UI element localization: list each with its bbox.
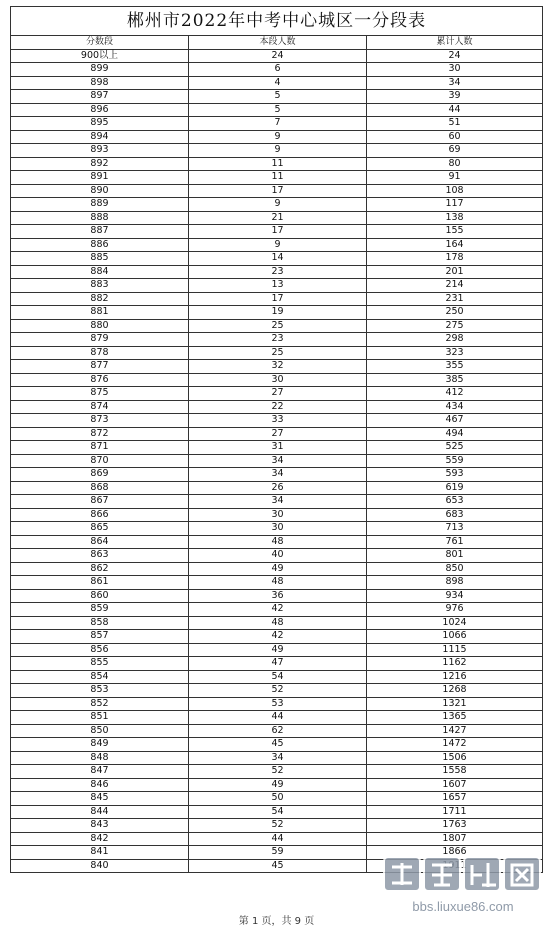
- table-row: [11, 292, 543, 306]
- table-body: [11, 49, 543, 873]
- cumulative-count-cell: 1558: [367, 765, 543, 779]
- table-row: [11, 346, 543, 360]
- table-row: [11, 198, 543, 212]
- cumulative-count-cell: 39: [367, 90, 543, 104]
- segment-count-cell: 23: [189, 333, 367, 347]
- score-range-cell: 887: [11, 225, 189, 239]
- score-range-cell: 897: [11, 90, 189, 104]
- score-range-cell: 864: [11, 535, 189, 549]
- segment-count-cell: 52: [189, 765, 367, 779]
- score-range-cell: 844: [11, 805, 189, 819]
- table-row: [11, 535, 543, 549]
- table-row: [11, 805, 543, 819]
- score-range-cell: 847: [11, 765, 189, 779]
- header-cumulative-count: 累计人数: [367, 36, 543, 50]
- segment-count-cell: 34: [189, 468, 367, 482]
- cumulative-count-cell: 525: [367, 441, 543, 455]
- score-range-cell: 876: [11, 373, 189, 387]
- score-range-cell: 884: [11, 265, 189, 279]
- score-range-cell: 900以上: [11, 49, 189, 63]
- score-range-cell: 874: [11, 400, 189, 414]
- table-row: [11, 130, 543, 144]
- table-row: [11, 792, 543, 806]
- segment-count-cell: 13: [189, 279, 367, 293]
- table-row: [11, 630, 543, 644]
- segment-count-cell: 11: [189, 157, 367, 171]
- cumulative-count-cell: 30: [367, 63, 543, 77]
- table-row: [11, 468, 543, 482]
- segment-count-cell: 30: [189, 373, 367, 387]
- segment-count-cell: 7: [189, 117, 367, 131]
- table-row: [11, 387, 543, 401]
- segment-count-cell: 6: [189, 63, 367, 77]
- cumulative-count-cell: 412: [367, 387, 543, 401]
- table-row: [11, 765, 543, 779]
- cumulative-count-cell: 850: [367, 562, 543, 576]
- table-row: [11, 157, 543, 171]
- score-range-cell: 871: [11, 441, 189, 455]
- cumulative-count-cell: 653: [367, 495, 543, 509]
- cumulative-count-cell: 619: [367, 481, 543, 495]
- cumulative-count-cell: 683: [367, 508, 543, 522]
- score-range-cell: 868: [11, 481, 189, 495]
- segment-count-cell: 26: [189, 481, 367, 495]
- cumulative-count-cell: 1162: [367, 657, 543, 671]
- page-footer: 第 1 页，共 9 页: [238, 916, 315, 927]
- cumulative-count-cell: 593: [367, 468, 543, 482]
- cumulative-count-cell: 1607: [367, 778, 543, 792]
- segment-count-cell: 17: [189, 225, 367, 239]
- score-range-cell: 850: [11, 724, 189, 738]
- table-row: [11, 211, 543, 225]
- header-row: [11, 36, 543, 50]
- score-range-cell: 886: [11, 238, 189, 252]
- table-row: [11, 738, 543, 752]
- table-row: [11, 252, 543, 266]
- segment-count-cell: 11: [189, 171, 367, 185]
- segment-count-cell: 48: [189, 576, 367, 590]
- cumulative-count-cell: 385: [367, 373, 543, 387]
- cumulative-count-cell: 1365: [367, 711, 543, 725]
- segment-count-cell: 40: [189, 549, 367, 563]
- table-row: [11, 832, 543, 846]
- segment-count-cell: 49: [189, 778, 367, 792]
- cumulative-count-cell: 355: [367, 360, 543, 374]
- segment-count-cell: 33: [189, 414, 367, 428]
- segment-count-cell: 49: [189, 643, 367, 657]
- segment-count-cell: 31: [189, 441, 367, 455]
- table-row: [11, 657, 543, 671]
- segment-count-cell: 54: [189, 670, 367, 684]
- score-range-cell: 843: [11, 819, 189, 833]
- score-range-cell: 879: [11, 333, 189, 347]
- table-row: [11, 184, 543, 198]
- score-range-cell: 854: [11, 670, 189, 684]
- score-range-cell: 877: [11, 360, 189, 374]
- score-range-cell: 860: [11, 589, 189, 603]
- cumulative-count-cell: 60: [367, 130, 543, 144]
- segment-count-cell: 44: [189, 711, 367, 725]
- score-range-cell: 845: [11, 792, 189, 806]
- header-segment-count: 本段人数: [189, 36, 367, 50]
- score-range-cell: 893: [11, 144, 189, 158]
- score-range-cell: 892: [11, 157, 189, 171]
- cumulative-count-cell: 1115: [367, 643, 543, 657]
- score-range-cell: 840: [11, 859, 189, 873]
- watermark-url: bbs.liuxue86.com: [412, 899, 514, 914]
- score-range-cell: 889: [11, 198, 189, 212]
- score-range-cell: 885: [11, 252, 189, 266]
- segment-count-cell: 49: [189, 562, 367, 576]
- score-range-cell: 842: [11, 832, 189, 846]
- segment-count-cell: 9: [189, 238, 367, 252]
- segment-count-cell: 42: [189, 630, 367, 644]
- cumulative-count-cell: 155: [367, 225, 543, 239]
- segment-count-cell: 17: [189, 184, 367, 198]
- score-range-cell: 880: [11, 319, 189, 333]
- table-row: [11, 684, 543, 698]
- score-range-cell: 896: [11, 103, 189, 117]
- table-row: [11, 225, 543, 239]
- score-range-cell: 858: [11, 616, 189, 630]
- table-row: [11, 144, 543, 158]
- table-row: [11, 427, 543, 441]
- site-watermark: [378, 853, 548, 917]
- score-range-cell: 888: [11, 211, 189, 225]
- segment-count-cell: 36: [189, 589, 367, 603]
- table-row: [11, 616, 543, 630]
- segment-count-cell: 30: [189, 508, 367, 522]
- table-row: [11, 319, 543, 333]
- table-row: [11, 454, 543, 468]
- score-range-cell: 856: [11, 643, 189, 657]
- segment-count-cell: 5: [189, 90, 367, 104]
- score-range-cell: 870: [11, 454, 189, 468]
- segment-count-cell: 30: [189, 522, 367, 536]
- score-range-cell: 898: [11, 76, 189, 90]
- table-row: [11, 495, 543, 509]
- score-range-cell: 852: [11, 697, 189, 711]
- segment-count-cell: 22: [189, 400, 367, 414]
- score-range-cell: 861: [11, 576, 189, 590]
- table-row: [11, 589, 543, 603]
- segment-count-cell: 62: [189, 724, 367, 738]
- table-row: [11, 333, 543, 347]
- table-row: [11, 562, 543, 576]
- cumulative-count-cell: 1321: [367, 697, 543, 711]
- table-row: [11, 103, 543, 117]
- table-row: [11, 670, 543, 684]
- table-row: [11, 90, 543, 104]
- cumulative-count-cell: 275: [367, 319, 543, 333]
- cumulative-count-cell: 1807: [367, 832, 543, 846]
- segment-count-cell: 27: [189, 427, 367, 441]
- cumulative-count-cell: 231: [367, 292, 543, 306]
- cumulative-count-cell: 1472: [367, 738, 543, 752]
- table-row: [11, 603, 543, 617]
- table-row: [11, 711, 543, 725]
- cumulative-count-cell: 898: [367, 576, 543, 590]
- cumulative-count-cell: 761: [367, 535, 543, 549]
- segment-count-cell: 9: [189, 130, 367, 144]
- score-range-cell: 862: [11, 562, 189, 576]
- cumulative-count-cell: 1506: [367, 751, 543, 765]
- cumulative-count-cell: 494: [367, 427, 543, 441]
- segment-count-cell: 32: [189, 360, 367, 374]
- cumulative-count-cell: 201: [367, 265, 543, 279]
- cumulative-count-cell: 69: [367, 144, 543, 158]
- score-range-cell: 855: [11, 657, 189, 671]
- table-row: [11, 724, 543, 738]
- score-range-cell: 853: [11, 684, 189, 698]
- score-range-cell: 875: [11, 387, 189, 401]
- score-table: [10, 6, 543, 873]
- score-range-cell: 848: [11, 751, 189, 765]
- cumulative-count-cell: 1268: [367, 684, 543, 698]
- segment-count-cell: 53: [189, 697, 367, 711]
- watermark-logo-icon: [384, 857, 540, 891]
- segment-count-cell: 4: [189, 76, 367, 90]
- cumulative-count-cell: 214: [367, 279, 543, 293]
- score-range-cell: 849: [11, 738, 189, 752]
- cumulative-count-cell: 434: [367, 400, 543, 414]
- segment-count-cell: 27: [189, 387, 367, 401]
- table-title: 郴州市2022年中考中心城区一分段表: [11, 7, 543, 36]
- table-row: [11, 549, 543, 563]
- table-row: [11, 778, 543, 792]
- cumulative-count-cell: 51: [367, 117, 543, 131]
- score-range-cell: 890: [11, 184, 189, 198]
- cumulative-count-cell: 934: [367, 589, 543, 603]
- segment-count-cell: 48: [189, 616, 367, 630]
- segment-count-cell: 9: [189, 198, 367, 212]
- table-row: [11, 63, 543, 77]
- score-range-cell: 866: [11, 508, 189, 522]
- cumulative-count-cell: 1711: [367, 805, 543, 819]
- table-row: [11, 171, 543, 185]
- score-range-cell: 846: [11, 778, 189, 792]
- table-row: [11, 117, 543, 131]
- cumulative-count-cell: 108: [367, 184, 543, 198]
- segment-count-cell: 45: [189, 738, 367, 752]
- segment-count-cell: 14: [189, 252, 367, 266]
- score-range-cell: 894: [11, 130, 189, 144]
- cumulative-count-cell: 164: [367, 238, 543, 252]
- table-row: [11, 306, 543, 320]
- score-range-cell: 882: [11, 292, 189, 306]
- table-row: [11, 441, 543, 455]
- segment-count-cell: 9: [189, 144, 367, 158]
- segment-count-cell: 25: [189, 319, 367, 333]
- cumulative-count-cell: 1763: [367, 819, 543, 833]
- score-range-cell: 872: [11, 427, 189, 441]
- table-row: [11, 643, 543, 657]
- segment-count-cell: 50: [189, 792, 367, 806]
- table-row: [11, 373, 543, 387]
- cumulative-count-cell: 713: [367, 522, 543, 536]
- table-row: [11, 400, 543, 414]
- segment-count-cell: 42: [189, 603, 367, 617]
- cumulative-count-cell: 138: [367, 211, 543, 225]
- cumulative-count-cell: 559: [367, 454, 543, 468]
- cumulative-count-cell: 91: [367, 171, 543, 185]
- score-range-cell: 865: [11, 522, 189, 536]
- segment-count-cell: 52: [189, 684, 367, 698]
- score-range-cell: 873: [11, 414, 189, 428]
- table-row: [11, 238, 543, 252]
- segment-count-cell: 24: [189, 49, 367, 63]
- table-row: [11, 279, 543, 293]
- score-range-cell: 883: [11, 279, 189, 293]
- score-range-cell: 878: [11, 346, 189, 360]
- cumulative-count-cell: 1216: [367, 670, 543, 684]
- segment-count-cell: 5: [189, 103, 367, 117]
- segment-count-cell: 59: [189, 846, 367, 860]
- segment-count-cell: 52: [189, 819, 367, 833]
- table-row: [11, 76, 543, 90]
- cumulative-count-cell: 976: [367, 603, 543, 617]
- cumulative-count-cell: 117: [367, 198, 543, 212]
- cumulative-count-cell: 298: [367, 333, 543, 347]
- table-row: [11, 697, 543, 711]
- score-range-cell: 895: [11, 117, 189, 131]
- cumulative-count-cell: 44: [367, 103, 543, 117]
- segment-count-cell: 45: [189, 859, 367, 873]
- cumulative-count-cell: 250: [367, 306, 543, 320]
- cumulative-count-cell: 178: [367, 252, 543, 266]
- cumulative-count-cell: 323: [367, 346, 543, 360]
- table-row: [11, 265, 543, 279]
- cumulative-count-cell: 34: [367, 76, 543, 90]
- cumulative-count-cell: 80: [367, 157, 543, 171]
- score-range-cell: 869: [11, 468, 189, 482]
- score-range-cell: 863: [11, 549, 189, 563]
- score-range-cell: 841: [11, 846, 189, 860]
- header-score-range: 分数段: [11, 36, 189, 50]
- segment-count-cell: 54: [189, 805, 367, 819]
- score-range-cell: 851: [11, 711, 189, 725]
- segment-count-cell: 17: [189, 292, 367, 306]
- table-row: [11, 481, 543, 495]
- segment-count-cell: 19: [189, 306, 367, 320]
- segment-count-cell: 48: [189, 535, 367, 549]
- table-row: [11, 49, 543, 63]
- cumulative-count-cell: 801: [367, 549, 543, 563]
- score-range-cell: 881: [11, 306, 189, 320]
- segment-count-cell: 47: [189, 657, 367, 671]
- table-row: [11, 751, 543, 765]
- segment-count-cell: 21: [189, 211, 367, 225]
- table-row: [11, 360, 543, 374]
- cumulative-count-cell: 467: [367, 414, 543, 428]
- cumulative-count-cell: 1066: [367, 630, 543, 644]
- segment-count-cell: 25: [189, 346, 367, 360]
- segment-count-cell: 44: [189, 832, 367, 846]
- cumulative-count-cell: 1866: [367, 846, 543, 860]
- score-range-cell: 857: [11, 630, 189, 644]
- table-row: [11, 508, 543, 522]
- score-table-sheet: [10, 6, 542, 873]
- segment-count-cell: 34: [189, 751, 367, 765]
- cumulative-count-cell: 24: [367, 49, 543, 63]
- title-row: [11, 7, 543, 36]
- segment-count-cell: 23: [189, 265, 367, 279]
- score-range-cell: 899: [11, 63, 189, 77]
- score-range-cell: 891: [11, 171, 189, 185]
- cumulative-count-cell: 1024: [367, 616, 543, 630]
- cumulative-count-cell: 1657: [367, 792, 543, 806]
- table-row: [11, 576, 543, 590]
- score-range-cell: 859: [11, 603, 189, 617]
- segment-count-cell: 34: [189, 454, 367, 468]
- cumulative-count-cell: 1427: [367, 724, 543, 738]
- table-row: [11, 819, 543, 833]
- table-row: [11, 414, 543, 428]
- score-range-cell: 867: [11, 495, 189, 509]
- table-row: [11, 522, 543, 536]
- segment-count-cell: 34: [189, 495, 367, 509]
